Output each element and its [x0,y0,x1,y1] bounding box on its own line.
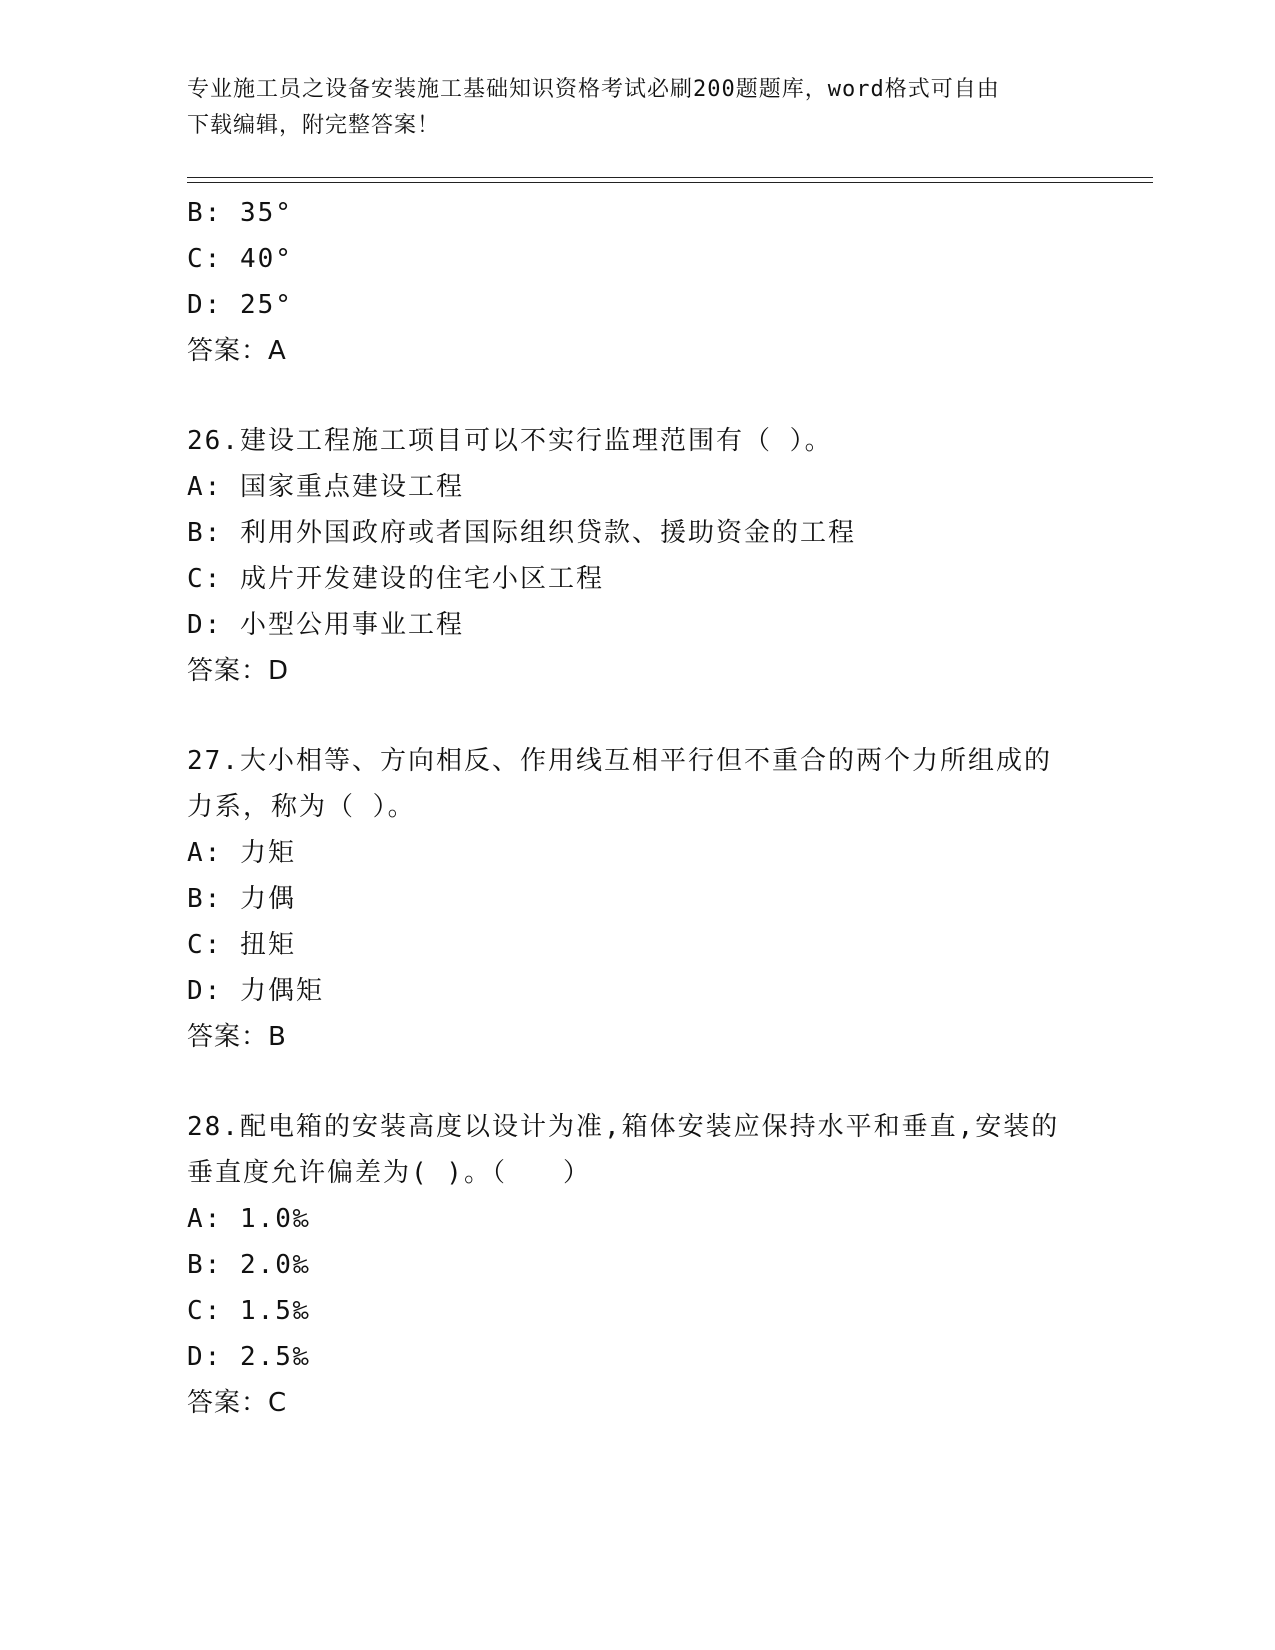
q27-option-c: C: 扭矩 [187,930,296,960]
question-26-block [187,418,1087,694]
question-27-block [187,738,1087,1060]
spacer [187,374,1087,418]
q25-answer: 答案：A [187,336,287,366]
q26-option-a: A: 国家重点建设工程 [187,472,464,502]
question-list [187,190,1087,1426]
q26-answer: 答案：D [187,656,290,686]
q27-question-line-2: 力系，称为（ ）。 [187,792,416,822]
q28-answer: 答案：C [187,1388,288,1418]
q26-option-b: B: 利用外国政府或者国际组织贷款、援助资金的工程 [187,518,856,548]
question-25-block [187,190,1087,374]
q25-option-d: D: 25° [187,290,293,320]
q28-option-d: D: 2.5‰ [187,1342,311,1372]
header-divider-bottom [187,182,1153,183]
header-divider-top [187,177,1153,178]
q28-option-b: B: 2.0‰ [187,1250,311,1280]
q27-question-line-1: 27.大小相等、方向相反、作用线互相平行但不重合的两个力所组成的 [187,746,1052,776]
q26-option-d: D: 小型公用事业工程 [187,610,464,640]
q27-option-a: A: 力矩 [187,838,296,868]
q28-option-a: A: 1.0‰ [187,1204,311,1234]
document-header [187,72,1067,144]
q27-option-b: B: 力偶 [187,884,296,914]
q27-answer: 答案：B [187,1022,287,1052]
q25-option-b: B: 35° [187,198,293,228]
spacer [187,1060,1087,1104]
q25-option-c: C: 40° [187,244,293,274]
q27-option-d: D: 力偶矩 [187,976,324,1006]
header-line-2: 下载编辑，附完整答案！ [187,113,441,138]
header-line-1: 专业施工员之设备安装施工基础知识资格考试必刷200题题库，word格式可自由 [187,77,1000,102]
question-28-block [187,1104,1087,1426]
spacer [187,694,1087,738]
q28-question-line-2: 垂直度允许偏差为( )。（ ） [187,1158,591,1188]
q28-question-line-1: 28.配电箱的安装高度以设计为准,箱体安装应保持水平和垂直,安装的 [187,1112,1060,1142]
q26-question: 26.建设工程施工项目可以不实行监理范围有（ ）。 [187,426,833,456]
q26-option-c: C: 成片开发建设的住宅小区工程 [187,564,604,594]
q28-option-c: C: 1.5‰ [187,1296,311,1326]
